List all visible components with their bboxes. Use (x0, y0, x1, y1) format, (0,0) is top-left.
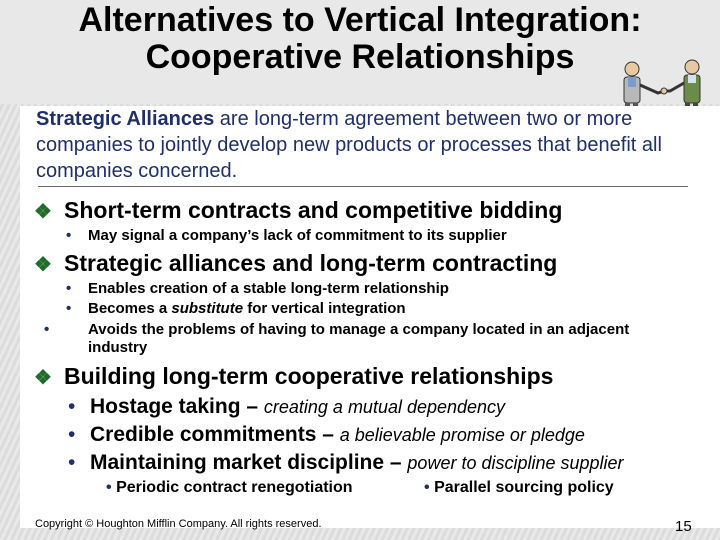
dot-bullet-icon: • (44, 321, 50, 338)
title-line-2: Cooperative Relationships (145, 38, 575, 76)
sub-bullet-discipline: • Maintaining market discipline – power to discipline supplier (68, 451, 624, 474)
diamond-bullet-icon: ❖ (34, 201, 52, 223)
copyright-footer: Copyright © Houghton Mifflin Company. All rights reserved. (35, 518, 322, 530)
sub-bullet: • May signal a company’s lack of commitment to its supplier (66, 227, 507, 244)
sub-bullet: • Enables creation of a stable long-term relationship (66, 280, 449, 297)
diamond-bullet-icon: ❖ (34, 367, 52, 389)
dot-bullet-icon: • (66, 300, 72, 317)
sub-bullet-commitments: • Credible commitments – a believable promise or pledge (68, 423, 585, 446)
sub-bullet-hostage: • Hostage taking – creating a mutual dependency (68, 395, 506, 418)
dot-bullet-icon: • (68, 395, 76, 418)
definition-term: Strategic Alliances (36, 108, 215, 130)
page-number: 15 (675, 518, 692, 535)
dot-bullet-icon: • (68, 423, 76, 446)
title-line-1: Alternatives to Vertical Integration: (78, 1, 642, 39)
policy-parallel-sourcing: • Parallel sourcing policy (424, 479, 614, 496)
diamond-bullet-icon: ❖ (34, 254, 52, 276)
dot-bullet-icon: • (66, 280, 72, 297)
handshake-people-icon (618, 57, 708, 113)
content-area (20, 106, 720, 535)
definition-text: are long-term agreement between two or more companies to jointly develop new products or processes that benefit all companies concerned. (36, 108, 662, 182)
dot-bullet-icon: • (106, 479, 112, 496)
dot-bullet-icon: • (424, 479, 430, 496)
dot-bullet-icon: • (66, 227, 72, 244)
divider (38, 186, 688, 187)
sub-bullet: • Avoids the problems of having to manage a company located in an adjacent industry (44, 321, 630, 356)
policy-renegotiation: • Periodic contract renegotiation (106, 479, 353, 496)
bullet-strategic-alliances: ❖ Strategic alliances and long-term contracting (34, 250, 558, 276)
dot-bullet-icon: • (68, 451, 76, 474)
bullet-long-term-cooperation: ❖ Building long-term cooperative relationships (34, 363, 554, 389)
slide-title (0, 2, 720, 76)
strategic-alliances-definition (36, 106, 716, 184)
sub-bullet: • Becomes a substitute for vertical integration (66, 300, 406, 317)
bullet-short-term-contracts: ❖ Short-term contracts and competitive bidding (34, 197, 563, 223)
title-area (0, 0, 720, 104)
